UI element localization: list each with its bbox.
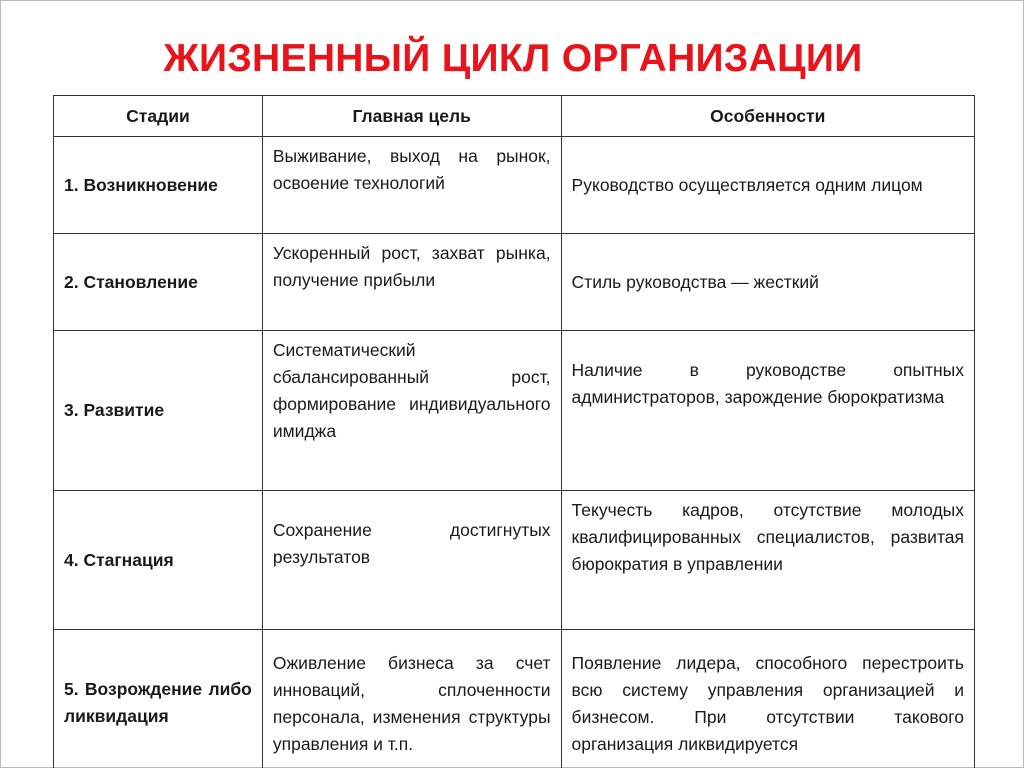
table-row bbox=[54, 234, 975, 331]
goal-cell: Ускоренный рост, захват рынка, получение прибыли bbox=[262, 234, 561, 331]
table-row bbox=[54, 331, 975, 491]
goal-cell: Сохранение достигнутых результатов bbox=[262, 491, 561, 630]
goal-cell: Оживление бизнеса за счет инноваций, сплоченности персонала, изменения структуры управления и т.п. bbox=[262, 630, 561, 768]
stage-cell: 5. Возрождение либо ликвидация bbox=[54, 630, 263, 768]
lifecycle-table bbox=[53, 95, 975, 768]
table-header-row bbox=[54, 96, 975, 137]
stage-cell: 2. Становление bbox=[54, 234, 263, 331]
goal-cell: Систематический сбалансированный рост, формирование индивидуального имиджа bbox=[262, 331, 561, 491]
table-row bbox=[54, 491, 975, 630]
features-cell: Появление лидера, способного перестроить всю систему управления организацией и бизнесом. При отсутствии такового организация ликвидируется bbox=[561, 630, 974, 768]
features-cell: Стиль руководства — жесткий bbox=[561, 234, 974, 331]
slide-title: ЖИЗНЕННЫЙ ЦИКЛ ОРГАНИЗАЦИИ bbox=[163, 37, 863, 80]
stage-cell: 1. Возникновение bbox=[54, 137, 263, 234]
features-cell: Руководство осуществляется одним лицом bbox=[561, 137, 974, 234]
features-cell: Наличие в руководстве опытных администраторов, зарождение бюрократизма bbox=[561, 331, 974, 491]
features-cell: Текучесть кадров, отсутствие молодых квалифицированных специалистов, развитая бюрократия в управлении bbox=[561, 491, 974, 630]
header-main-goal: Главная цель bbox=[262, 96, 561, 137]
table-row bbox=[54, 137, 975, 234]
goal-cell: Выживание, выход на рынок, освоение технологий bbox=[262, 137, 561, 234]
header-features: Особенности bbox=[561, 96, 974, 137]
header-stages: Стадии bbox=[54, 96, 263, 137]
table-row bbox=[54, 630, 975, 768]
stage-cell: 4. Стагнация bbox=[54, 491, 263, 630]
stage-cell: 3. Развитие bbox=[54, 331, 263, 491]
